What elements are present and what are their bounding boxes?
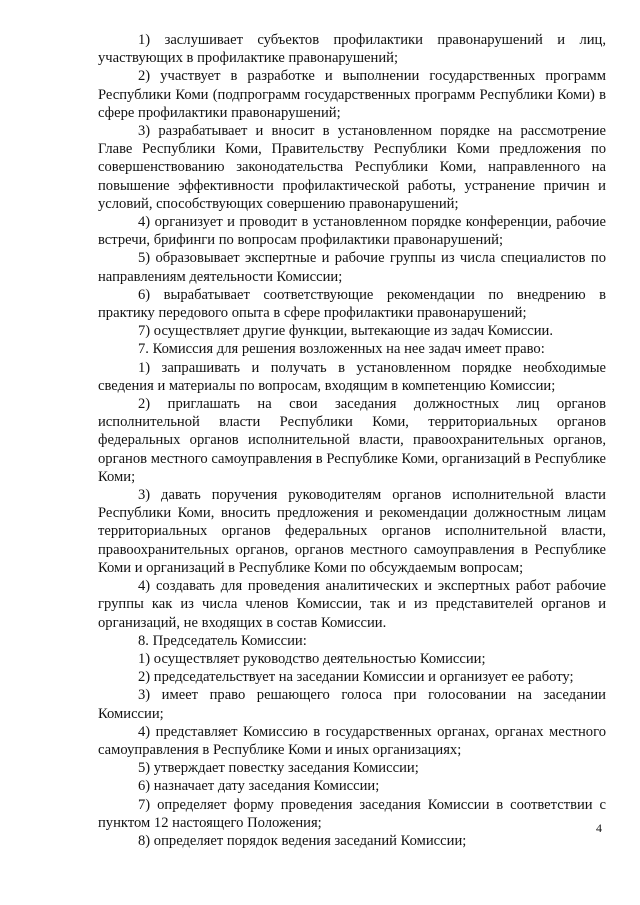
paragraph: 7) определяет форму проведения заседания Комиссии в соответствии с пунктом 12 настоящего Положения; xyxy=(98,796,606,831)
paragraph: 3) разрабатывает и вносит в установленном порядке на рассмотрение Главе Республики Коми, Правительству Республики Коми предложения по совершенствованию законодательства Республики Коми, направленного на повышение эффективности профилактической работы, устранение причин и условий, способствующих совершению правонарушений; xyxy=(98,123,606,212)
paragraph: 7) осуществляет другие функции, вытекающие из задач Комиссии. xyxy=(138,323,553,340)
paragraph: 3) давать поручения руководителям органов исполнительной власти Республики Коми, вносить предложения и рекомендации должностным лицам территориальных органов федеральных органов исполнительной власти, правоохранительных органов, органов местного самоуправления в Республике Коми и организаций в Республике Коми по обсуждаемым вопросам; xyxy=(98,487,606,576)
paragraph: 2) председательствует на заседании Комиссии и организует ее работу; xyxy=(138,669,574,686)
page-number: 4 xyxy=(596,821,602,835)
paragraph: 4) создавать для проведения аналитических и экспертных работ рабочие группы как из числа членов Комиссии, так и из представителей органов и организаций, не входящих в состав Комиссии. xyxy=(98,578,606,631)
paragraph: 4) организует и проводит в установленном порядке конференции, рабочие встречи, брифинги по вопросам профилактики правонарушений; xyxy=(98,214,606,249)
paragraph: 8) определяет порядок ведения заседаний Комиссии; xyxy=(138,832,467,849)
section-heading-7: 7. Комиссия для решения возложенных на нее задач имеет право: xyxy=(138,341,545,358)
paragraph: 1) запрашивать и получать в установленном порядке необходимые сведения и материалы по вопросам, входящим в компетенцию Комиссии; xyxy=(98,359,606,394)
paragraph: 2) приглашать на свои заседания должностных лиц органов исполнительной власти Республики Коми, территориальных органов федеральных органов исполнительной власти, правоохранительных органов, органов местного самоуправления в Республике Коми, организаций в Республике Коми; xyxy=(98,396,606,485)
section-heading-8: 8. Председатель Комиссии: xyxy=(138,632,307,649)
paragraph: 2) участвует в разработке и выполнении государственных программ Республики Коми (подпрограмм государственных программ Республики Коми) в сфере профилактики правонарушений; xyxy=(98,68,606,121)
paragraph: 1) заслушивает субъектов профилактики правонарушений и лиц, участвующих в профилактике правонарушений; xyxy=(98,32,606,67)
paragraph: 1) осуществляет руководство деятельностью Комиссии; xyxy=(138,650,486,667)
paragraph: 6) вырабатывает соответствующие рекомендации по внедрению в практику передового опыта в сфере профилактики правонарушений; xyxy=(98,286,606,322)
paragraph: 6) назначает дату заседания Комиссии; xyxy=(138,778,380,795)
paragraph: 3) имеет право решающего голоса при голосовании на заседании Комиссии; xyxy=(98,687,606,722)
paragraph: 5) образовывает экспертные и рабочие группы из числа специалистов по направлениям деятельности Комиссии; xyxy=(98,250,606,285)
document-body xyxy=(98,31,606,850)
paragraph: 5) утверждает повестку заседания Комиссии; xyxy=(138,760,419,777)
paragraph: 4) представляет Комиссию в государственных органах, органах местного самоуправления в Республике Коми и иных организациях; xyxy=(98,723,606,758)
